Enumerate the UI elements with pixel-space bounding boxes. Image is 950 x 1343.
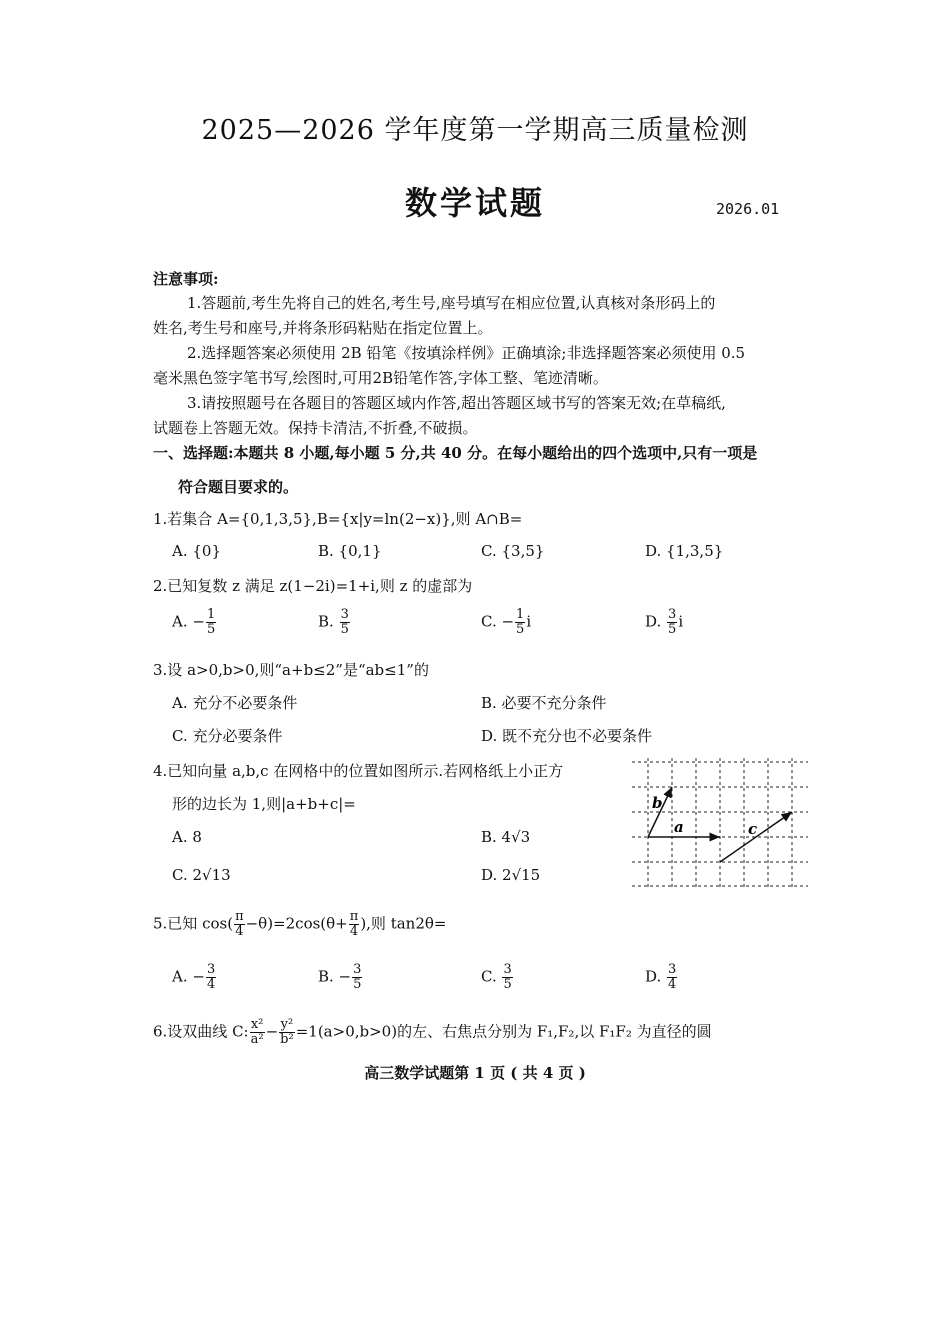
q5-option-b: B. − $\frac{3}{5}$ [318,962,362,992]
q4-stem-line1: 4.已知向量 a,b,c 在网格中的位置如图所示.若网格纸上小正方 [153,762,564,780]
notice-item3-line2: 试题卷上答题无效。保持卡清洁,不折叠,不破损。 [153,419,478,437]
notice-item1-line2: 姓名,考生号和座号,并将条形码粘贴在指定位置上。 [153,319,493,337]
vector-a-label: a [674,818,684,836]
q1-option-b: B. {0,1} [318,542,382,560]
q4-option-b: B. 4√3 [481,828,531,846]
q2-option-c: C. − $\frac{1}{5}$ i [481,607,532,637]
q5-option-d: D. $\frac{3}{4}$ [645,962,677,992]
q5-stem: 5.已知 cos( $\frac{\pi}{4}$ −θ)=2cos(θ+ $\frac{\pi}{4}$ ),则 tan2θ= [153,909,447,939]
q3-option-b: B. 必要不充分条件 [481,694,607,712]
exam-title: 2025—2026 学年度第一学期高三质量检测 [201,115,749,146]
q6-stem: 6.设双曲线 C: $\frac{\text{x²}}{\text{a²}}$ − $\frac{\text{y²}}{\text{b²}}$ =1(a>0,b>0)的左、右焦点分别为 F₁,F₂,以 F₁F₂ 为直径的圆 [153,1017,712,1047]
vector-grid-figure [630,758,810,890]
q3-option-a: A. 充分不必要条件 [172,694,298,712]
q2-stem: 2.已知复数 z 满足 z(1−2i)=1+i,则 z 的虚部为 [153,577,473,595]
q4-option-c: C. 2√13 [172,866,231,884]
notice-item2-line2: 毫米黑色签字笔书写,绘图时,可用2B铅笔作答,字体工整、笔迹清晰。 [153,369,608,387]
q3-option-c: C. 充分必要条件 [172,727,283,745]
notice-item1-line1: 1.答题前,考生先将自己的姓名,考生号,座号填写在相应位置,认真核对条形码上的 [187,294,716,312]
q1-option-a: A. {0} [172,542,221,560]
q1-stem: 1.若集合 A={0,1,3,5},B={x|y=ln(2−x)},则 A∩B= [153,510,523,528]
q4-option-a: A. 8 [172,828,202,846]
notice-item3-line1: 3.请按照题号在各题目的答题区域内作答,超出答题区域书写的答案无效;在草稿纸, [187,394,726,412]
q3-option-d: D. 既不充分也不必要条件 [481,727,653,745]
q2-option-a: A. − $\frac{1}{5}$ [172,607,216,637]
q3-stem: 3.设 a>0,b>0,则“a+b≤2”是“ab≤1”的 [153,661,429,679]
grid-lines [632,758,808,890]
q4-stem-line2: 形的边长为 1,则|a+b+c|= [172,795,356,813]
section1-line1: 一、选择题:本题共 8 小题,每小题 5 分,共 40 分。在每小题给出的四个选项中,只有一项是 [153,444,758,462]
q2-option-d: D. $\frac{3}{5}$ i [645,607,684,637]
section1-line2: 符合题目要求的。 [178,478,299,496]
q1-option-c: C. {3,5} [481,542,545,560]
q2-option-b: B. $\frac{3}{5}$ [318,607,349,637]
subject-title: 数学试题 [404,184,545,222]
q1-option-d: D. {1,3,5} [645,542,724,560]
exam-date: 2026.01 [716,200,780,218]
q5-option-c: C. $\frac{3}{5}$ [481,962,512,992]
q4-option-d: D. 2√15 [481,866,541,884]
notice-item2-line1: 2.选择题答案必须使用 2B 铅笔《按填涂样例》正确填涂;非选择题答案必须使用 0.5 [187,344,746,362]
page-footer: 高三数学试题第 1 页 ( 共 4 页 ) [364,1064,586,1082]
q5-option-a: A. − $\frac{3}{4}$ [172,962,216,992]
notice-heading: 注意事项: [153,270,219,288]
vector-c-label: c [748,820,758,838]
vector-b-label: b [652,794,663,812]
